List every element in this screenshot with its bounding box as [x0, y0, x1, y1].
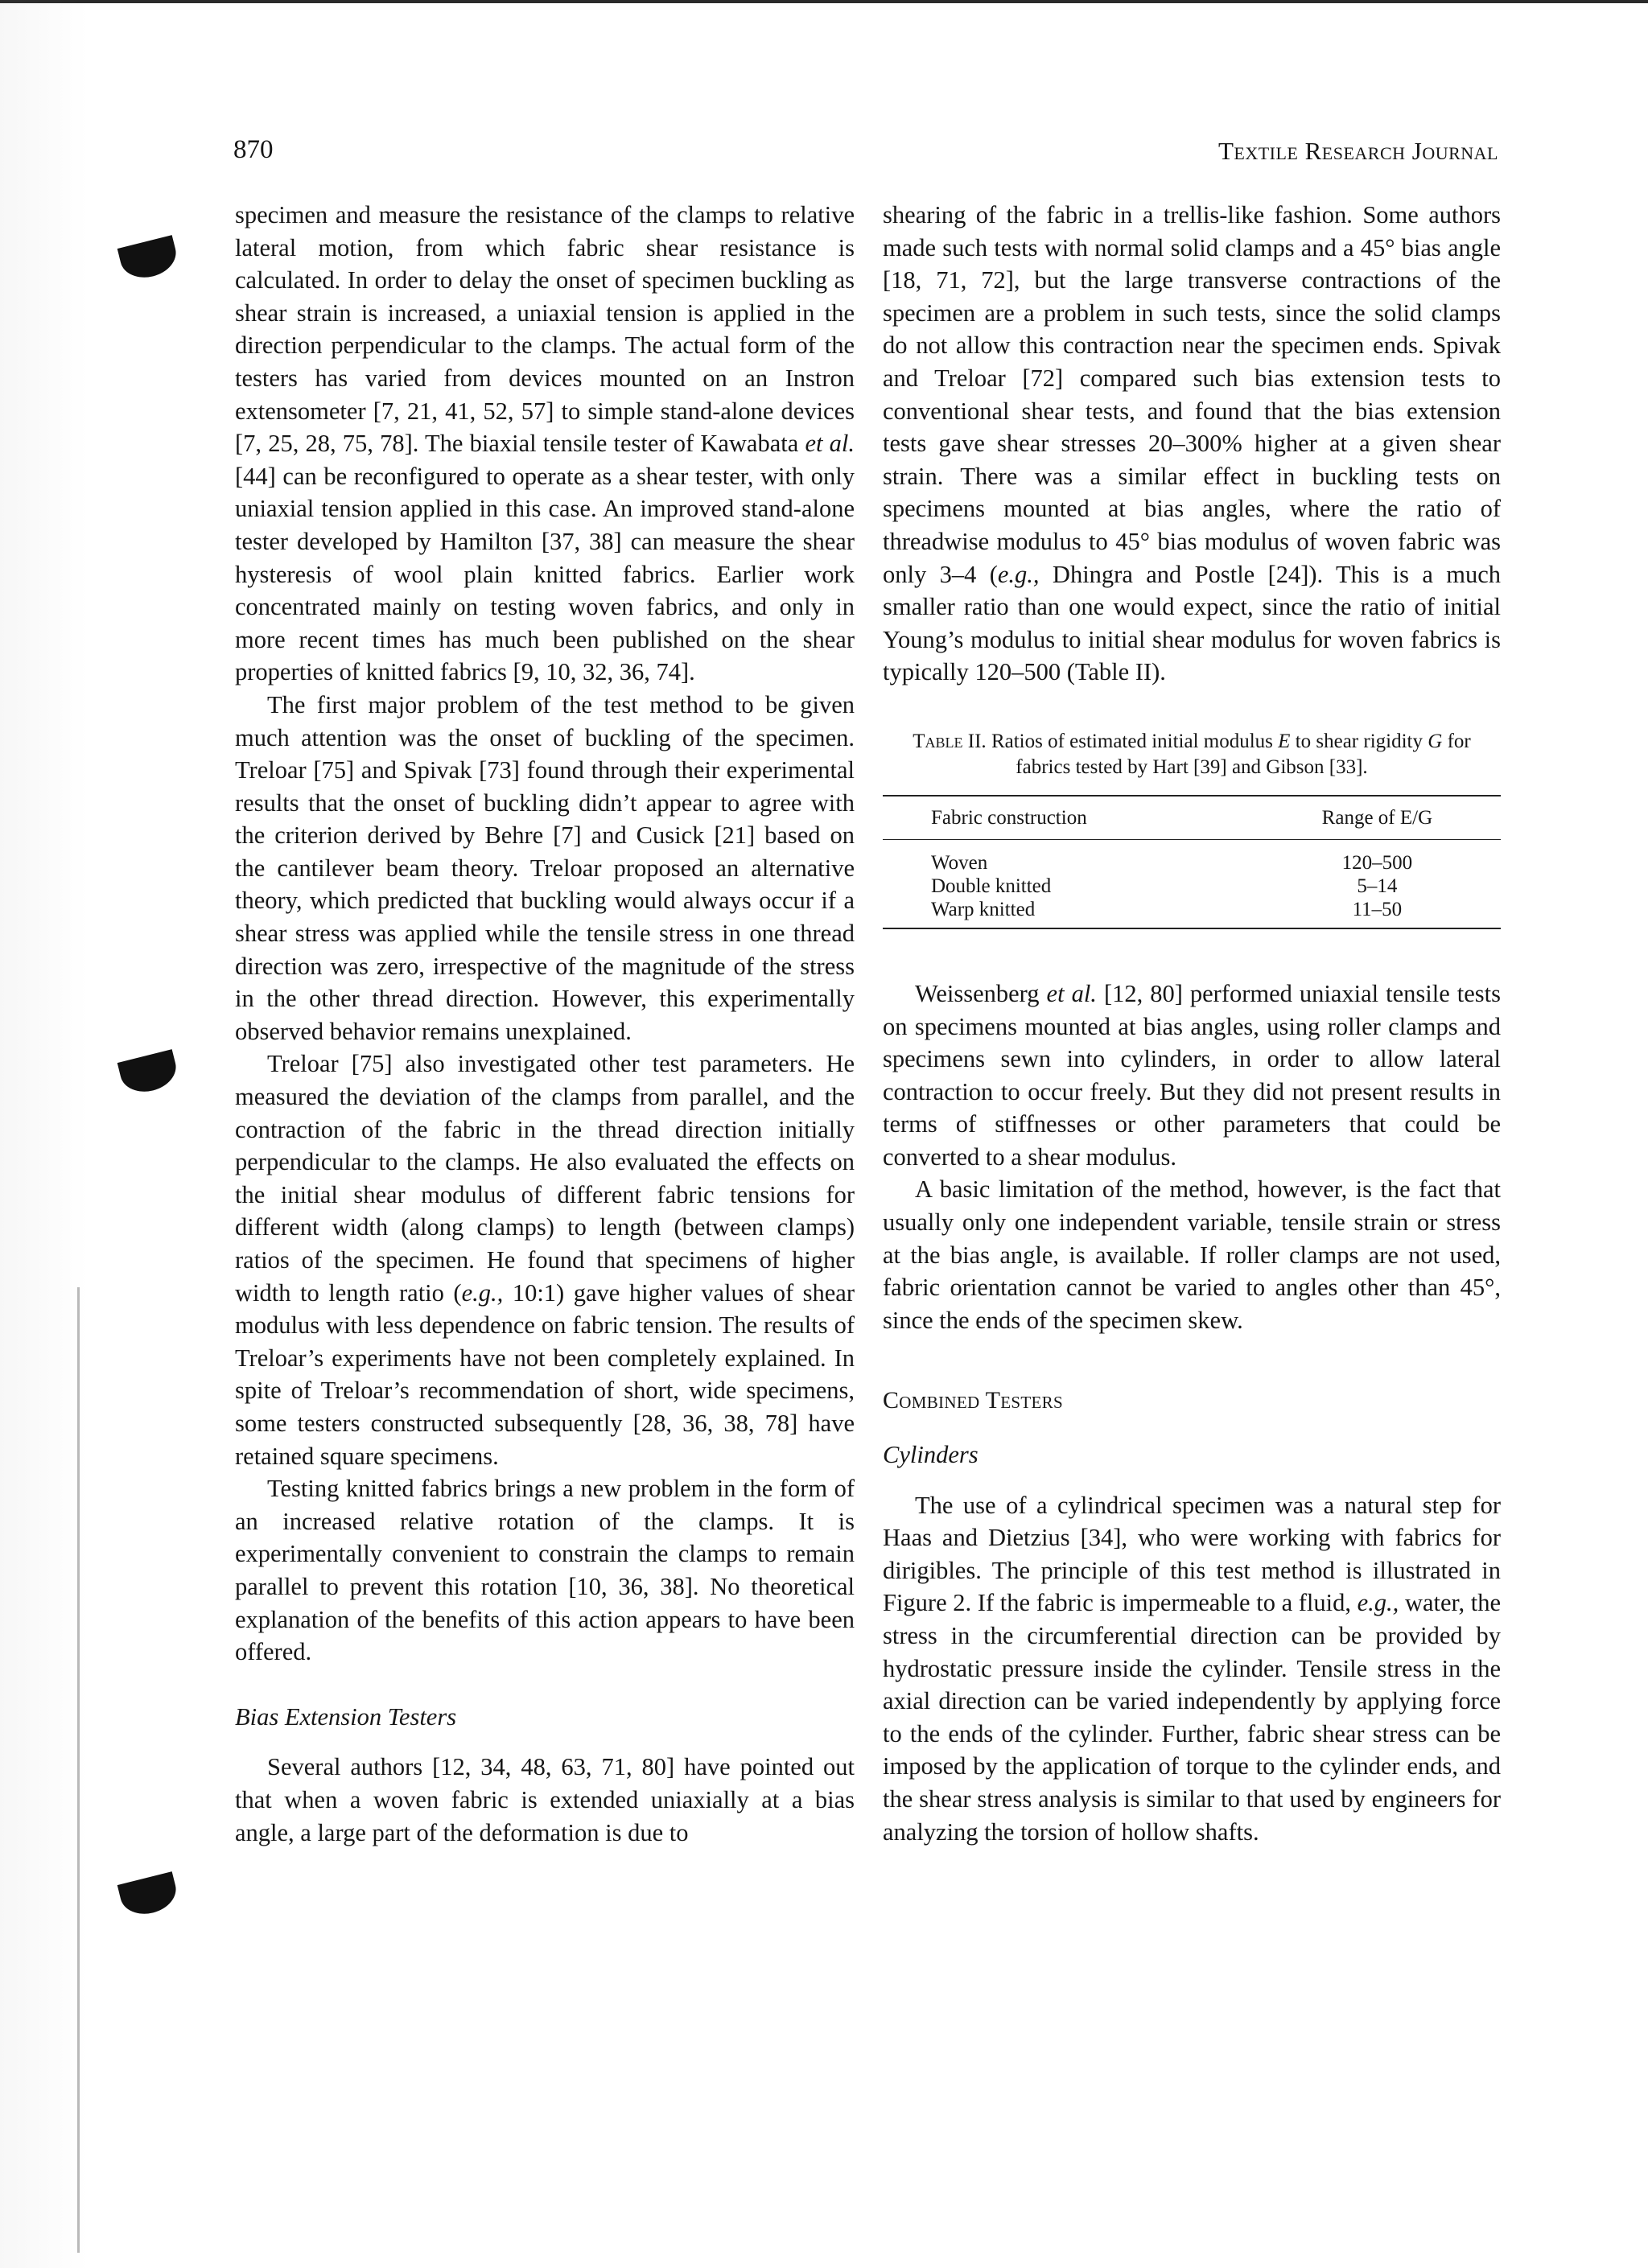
table-ii	[883, 729, 1501, 929]
paragraph: The first major problem of the test method to be given much attention was the onset of buckling of the specimen. Treloar [75] and Spivak [73] found through their experimental results that the onset of buckling didn’t appear to agree with the criterion derived by Behre [7] and Cusick [21] based on the cantilever beam theory. Treloar proposed an alternative theory, which predicted that buckling would always occur if a shear stress was applied while the tensile stress in one thread direction was zero, irrespective of the magnitude of the stress in the other thread direction. However, this experimentally observed behavior remains unexplained.	[235, 690, 855, 1045]
left-column	[235, 199, 855, 1849]
table-row: Double knitted 5–14	[931, 875, 1398, 897]
page-number: 870	[233, 135, 274, 164]
table-row: Woven 120–500	[931, 851, 1413, 874]
paragraph: Several authors [12, 34, 48, 63, 71, 80] have pointed out that when a woven fabric is extended uniaxially at a bias angle, a large part of the deformation is due to	[235, 1753, 855, 1846]
ratio-table	[883, 795, 1501, 929]
paragraph: A basic limitation of the method, however, is the fact that usually only one independent variable, tensile strain or stress at the bias angle, is available. If roller clamps are not used, fabric orientation cannot be varied to angles other than 45°, since the ends of the specimen skew.	[883, 1175, 1501, 1334]
table-row: Warp knitted 11–50	[883, 898, 1501, 928]
binder-hole-mark	[117, 1049, 181, 1097]
running-head: Textile Research Journal	[1217, 137, 1498, 165]
paragraph: Treloar [75] also investigated other test parameters. He measured the deviation of the clamps from parallel, and the contraction of the fabric in the thread direction initially perpendicular to the clamps. He also evaluated the effects on the initial shear modulus of different fabric tensions for different width (along clamps) to length (between clamps) ratios of the specimen. He found that specimens of higher width to length ratio (e.g., 10:1) gave higher values of shear modulus with less dependence on fabric tension. The results of Treloar’s experiments have not been completely explained. In spite of Treloar’s recommendation of short, wide specimens, some testers constructed subsequently [28, 36, 38, 78] have retained square specimens.	[235, 1050, 855, 1470]
table-caption: Table II. Ratios of estimated initial modulus E to shear rigidity G for fabrics tested by Hart [39] and Gibson [33].	[913, 730, 1471, 778]
paragraph: The use of a cylindrical specimen was a natural step for Haas and Dietzius [34], who were working with fabrics for dirigibles. The principle of this test method is illustrated in Figure 2. If the fabric is impermeable to a fluid, e.g., water, the stress in the circumferential direction can be provided by hydrostatic pressure inside the cylinder. Tensile stress in the axial direction can be varied independently by applying force to the ends of the cylinder. Further, fabric shear stress can be imposed by the application of torque to the cylinder ends, and the shear stress analysis is similar to that used by engineers for analyzing the torsion of hollow shafts.	[883, 1491, 1501, 1846]
subheading: Bias Extension Testers	[235, 1702, 457, 1731]
binder-hole-mark	[117, 1871, 181, 1920]
right-column	[883, 199, 1501, 1848]
scan-edge-shadow	[0, 0, 89, 2268]
paragraph: Weissenberg et al. [12, 80] performed uniaxial tensile tests on specimens mounted at bias angles, using roller clamps and specimens sewn into cylinders, in order to allow lateral contraction to occur freely. But they did not present results in terms of stiffnesses or other parameters that could be converted to a shear modulus.	[883, 979, 1502, 1171]
subheading: Cylinders	[883, 1441, 978, 1469]
scan-top-rule	[0, 0, 1648, 3]
paragraph: shearing of the fabric in a trellis-like fashion. Some authors made such tests with normal solid clamps and a 45° bias angle [18, 71, 72], but the large transverse contractions of the specimen are a problem in such tests, since the solid clamps do not allow this contraction near the specimen ends. Spivak and Treloar [72] compared such bias extension tests to conventional shear tests, and found that the bias extension tests gave shear stresses 20–300% higher at a given shear strain. There was a similar effect in buckling tests on specimens mounted at bias angles, where the ratio of threadwise modulus to 45° bias modulus of woven fabric was only 3–4 (e.g., Dhingra and Postle [24]). This is a much smaller ratio than one would expect, since the ratio of initial Young’s modulus to initial shear modulus for woven fabrics is typically 120–500 (Table II).	[883, 201, 1501, 686]
column-header: Fabric construction	[931, 806, 1087, 829]
scan-edge-line	[77, 1287, 80, 2253]
section-heading: Combined Testers	[883, 1387, 1063, 1414]
binder-hole-mark	[117, 235, 181, 283]
paragraph: specimen and measure the resistance of the clamps to relative lateral motion, from which fabric shear resistance is calculated. In order to delay the onset of specimen buckling as shear strain is increased, a uniaxial tension is applied in the direction perpendicular to the clamps. The actual form of the testers has varied from devices mounted on an Instron extensometer [7, 21, 41, 52, 57] to simple stand-alone devices [7, 25, 28, 75, 78]. The biaxial tensile tester of Kawabata et al. [44] can be reconfigured to operate as a shear tester, with only uniaxial tension applied in this case. An improved stand-alone tester developed by Hamilton [37, 38] can measure the shear hysteresis of wool plain knitted fabrics. Earlier work concentrated mainly on testing woven fabrics, and only in more recent times has much been published on the shear properties of knitted fabrics [9, 10, 32, 36, 74].	[235, 201, 855, 686]
paragraph: Testing knitted fabrics brings a new problem in the form of an increased relative rotation of the clamps. It is experimentally convenient to constrain the clamps to remain parallel to prevent this rotation [10, 36, 38]. No theoretical explanation of the benefits of this action appears to have been offered.	[235, 1475, 855, 1666]
column-header: Range of E/G	[1321, 806, 1433, 829]
